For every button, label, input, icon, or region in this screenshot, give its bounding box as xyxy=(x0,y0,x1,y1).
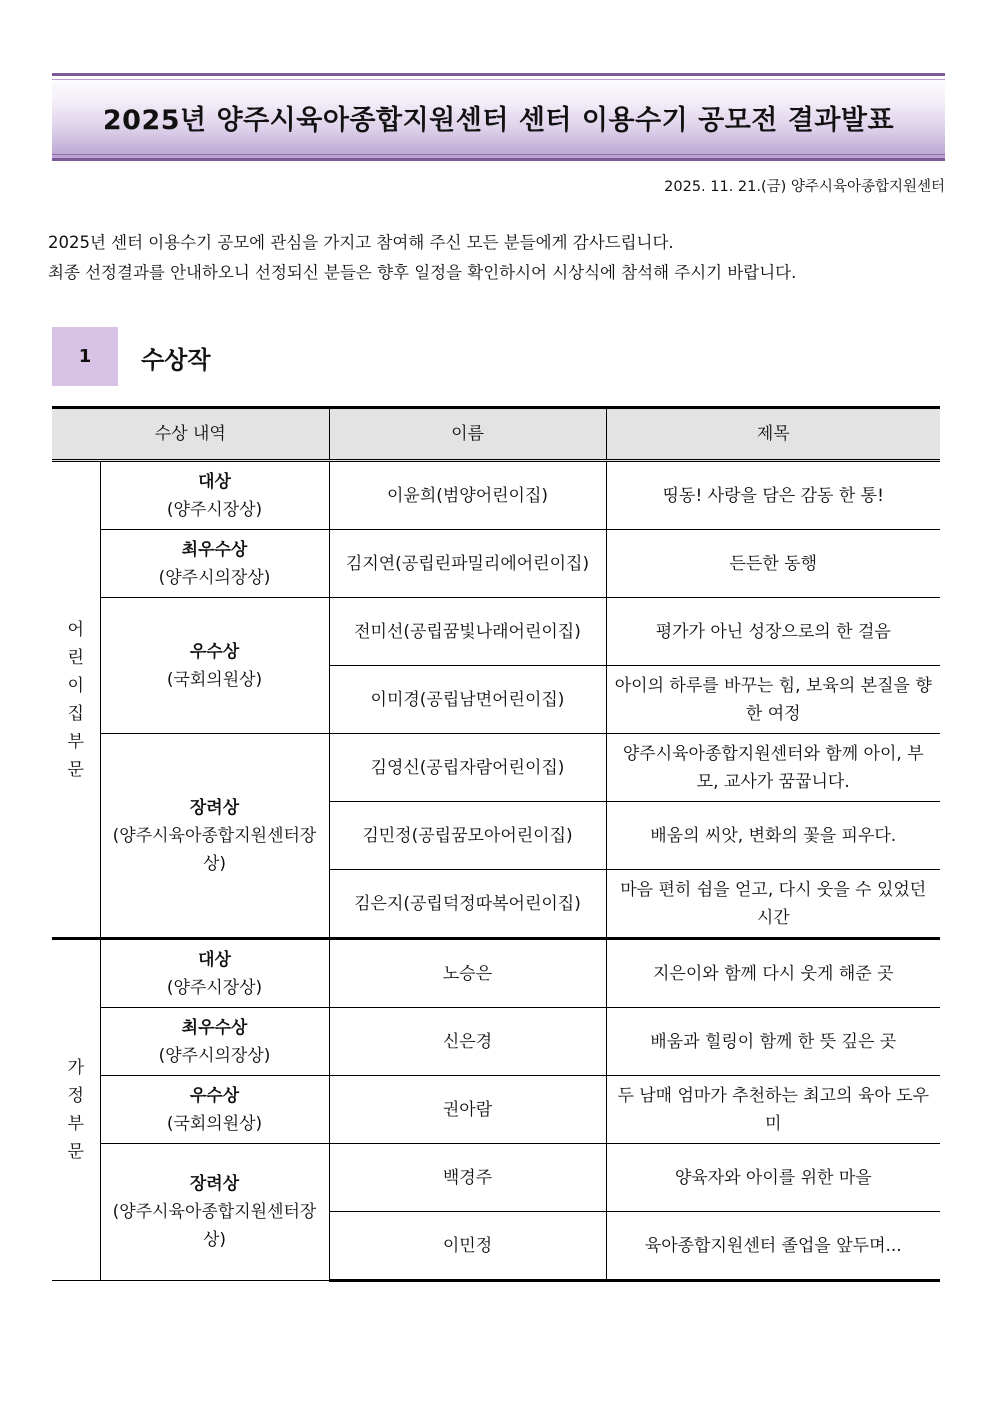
winner-name: 김은지(공립덕정따복어린이집) xyxy=(329,870,606,939)
winner-name: 전미선(공립꿈빛나래어린이집) xyxy=(329,598,606,666)
winner-name: 김민정(공립꿈모아어린이집) xyxy=(329,802,606,870)
entry-title: 아이의 하루를 바꾸는 힘, 보육의 본질을 향한 여정 xyxy=(606,666,940,734)
intro-text xyxy=(48,228,796,288)
winner-name: 김지연(공립린파밀리에어린이집) xyxy=(329,530,606,598)
header-award: 수상 내역 xyxy=(52,408,329,461)
award-name: 대상 xyxy=(198,471,231,492)
division-home xyxy=(52,939,100,1281)
entry-title: 배움과 힐링이 함께 한 뜻 깊은 곳 xyxy=(606,1008,940,1076)
winner-name: 백경주 xyxy=(329,1144,606,1212)
winner-name: 김영신(공립자람어린이집) xyxy=(329,734,606,802)
header-title: 제목 xyxy=(606,408,940,461)
winner-name: 이민정 xyxy=(329,1212,606,1281)
entry-title: 띵동! 사랑을 담은 감동 한 통! xyxy=(606,461,940,530)
awards-table xyxy=(52,406,940,1282)
award-cell xyxy=(100,461,329,530)
division-daycare-label: 어린이집부문 xyxy=(67,619,84,780)
table-row xyxy=(52,530,940,598)
entry-title: 마음 편히 쉼을 얻고, 다시 웃을 수 있었던 시간 xyxy=(606,870,940,939)
division-daycare xyxy=(52,461,100,939)
intro-line-1: 2025년 센터 이용수기 공모에 관심을 가지고 참여해 주신 모든 분들에게 감사드립니다. xyxy=(48,233,674,252)
entry-title: 지은이와 함께 다시 웃게 해준 곳 xyxy=(606,939,940,1008)
award-cell xyxy=(100,1144,329,1281)
section-number: 1 xyxy=(52,327,118,386)
winner-name: 이미경(공립남면어린이집) xyxy=(329,666,606,734)
table-row xyxy=(52,598,940,666)
table-header-row xyxy=(52,408,940,461)
winner-name: 권아람 xyxy=(329,1076,606,1144)
intro-line-2: 최종 선정결과를 안내하오니 선정되신 분들은 향후 일정을 확인하시어 시상식에 참석해 주시기 바랍니다. xyxy=(48,263,797,282)
award-name: 최우수상 xyxy=(181,539,248,560)
division-home-label: 가정부문 xyxy=(67,1058,84,1162)
award-cell xyxy=(100,1008,329,1076)
table-row xyxy=(52,939,940,1008)
page-title: 2025년 양주시육아종합지원센터 센터 이용수기 공모전 결과발표 xyxy=(102,104,895,136)
award-cell xyxy=(100,530,329,598)
award-name: 장려상 xyxy=(189,1174,240,1194)
award-cell xyxy=(100,734,329,939)
title-banner xyxy=(52,73,945,161)
winner-name: 신은경 xyxy=(329,1008,606,1076)
table-row xyxy=(52,1076,940,1144)
award-name: 장려상 xyxy=(189,797,240,818)
entry-title: 평가가 아닌 성장으로의 한 걸음 xyxy=(606,598,940,666)
award-sub: (양주시의장상) xyxy=(158,567,271,588)
entry-title: 배움의 씨앗, 변화의 꽃을 피우다. xyxy=(606,802,940,870)
award-name: 대상 xyxy=(198,949,231,970)
table-row xyxy=(52,1008,940,1076)
award-sub: (양주시육아종합지원센터장상) xyxy=(112,825,317,874)
winner-name: 노승은 xyxy=(329,939,606,1008)
award-name: 우수상 xyxy=(189,641,240,662)
entry-title: 양주시육아종합지원센터와 함께 아이, 부모, 교사가 꿈꿉니다. xyxy=(606,734,940,802)
table-row xyxy=(52,461,940,530)
section-title: 수상작 xyxy=(141,346,211,374)
entry-title: 육아종합지원센터 졸업을 앞두며... xyxy=(606,1212,940,1281)
award-sub: (양주시장상) xyxy=(166,977,263,998)
award-name: 우수상 xyxy=(189,1085,240,1106)
table-row xyxy=(52,1144,940,1212)
award-cell xyxy=(100,1076,329,1144)
award-cell xyxy=(100,598,329,734)
award-sub: (양주시육아종합지원센터장상) xyxy=(112,1202,317,1250)
award-sub: (국회의원상) xyxy=(166,1113,263,1134)
entry-title: 양육자와 아이를 위한 마을 xyxy=(606,1144,940,1212)
table-row xyxy=(52,734,940,802)
award-name: 최우수상 xyxy=(181,1017,248,1038)
header-name: 이름 xyxy=(329,408,606,461)
award-cell xyxy=(100,939,329,1008)
dateline: 2025. 11. 21.(금) 양주시육아종합지원센터 xyxy=(664,179,945,195)
entry-title: 두 남매 엄마가 추천하는 최고의 육아 도우미 xyxy=(606,1076,940,1144)
winner-name: 이윤희(범양어린이집) xyxy=(329,461,606,530)
award-sub: (양주시장상) xyxy=(166,499,263,520)
award-sub: (국회의원상) xyxy=(166,669,263,690)
entry-title: 든든한 동행 xyxy=(606,530,940,598)
award-sub: (양주시의장상) xyxy=(158,1045,271,1066)
